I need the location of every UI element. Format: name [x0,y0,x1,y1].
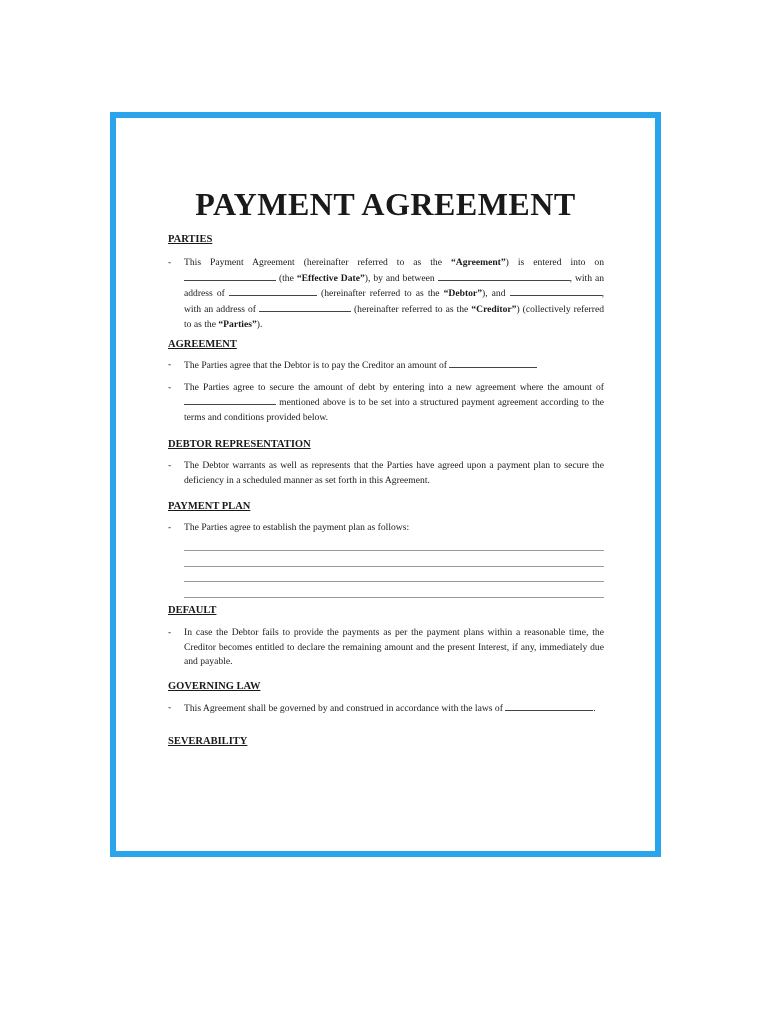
debtor-address-blank[interactable] [229,286,317,296]
payment-plan-line[interactable] [184,567,604,583]
agreement-item-2: - The Parties agree to secure the amount of debt by entering into a new agreement where the amount of mentioned above is to be set into a structured payment agreement according to the terms and conditions provided below. [168,381,604,424]
governing-law-item: - This Agreement shall be governed by and construed in accordance with the laws of . [168,702,596,714]
section-heading-agreement: AGREEMENT [168,339,237,350]
list-dash: - [168,460,172,471]
jurisdiction-blank[interactable] [505,701,593,711]
section-heading-governing-law: GOVERNING LAW [168,681,261,692]
section-agreement [168,339,604,426]
amount-blank[interactable] [449,358,537,368]
payment-plan-line[interactable] [184,536,604,552]
payment-plan-line[interactable] [184,551,604,567]
payment-plan-lines [168,536,604,598]
list-dash: - [168,702,172,713]
default-item: - In case the Debtor fails to provide the payments as per the payment plans within a reasonable time, the Creditor becomes entitled to declare the remaining amount and the present Interest, if any, immediately due and payable. [168,627,604,668]
list-dash: - [168,522,172,533]
section-heading-severability: SEVERABILITY [168,736,248,747]
section-severability [168,736,604,747]
effective-date-blank[interactable] [184,271,276,281]
creditor-name-blank[interactable] [510,286,602,296]
debtor-name-blank[interactable] [438,271,570,281]
debt-amount-blank[interactable] [184,395,276,405]
list-dash: - [168,359,172,370]
document-page [110,112,661,857]
section-governing-law [168,681,604,717]
list-dash: - [168,257,172,268]
document-title: PAYMENT AGREEMENT [195,186,576,222]
creditor-address-blank[interactable] [259,302,351,312]
payment-plan-line[interactable] [184,582,604,598]
list-dash: - [168,381,172,393]
section-heading-debtor-representation: DEBTOR REPRESENTATION [168,439,311,450]
list-dash: - [168,627,172,638]
agreement-item-1: - The Parties agree that the Debtor is to pay the Creditor an amount of [168,358,604,374]
section-payment-plan [168,501,604,598]
section-heading-payment-plan: PAYMENT PLAN [168,501,251,512]
section-heading-parties: PARTIES [168,234,213,245]
debtor-representation-item: - The Debtor warrants as well as represents that the Parties have agreed upon a payment plan to secure the deficiency in a scheduled manner as set forth in this Agreement. [168,460,604,486]
parties-paragraph: - This Payment Agreement (hereinafter referred to as the “Agreement”) is entered into on (the “Effective Date”), by and between , with an address of (hereinafter referred to as the “Debtor”), and , with an address of (hereinafter referred to as the “Creditor”) (collectively referred to as the “Parties”). [168,257,605,330]
section-parties [168,234,604,333]
section-heading-default: DEFAULT [168,605,217,616]
section-debtor-representation [168,439,604,488]
payment-plan-item: - The Parties agree to establish the payment plan as follows: [168,521,604,536]
section-default [168,605,604,670]
